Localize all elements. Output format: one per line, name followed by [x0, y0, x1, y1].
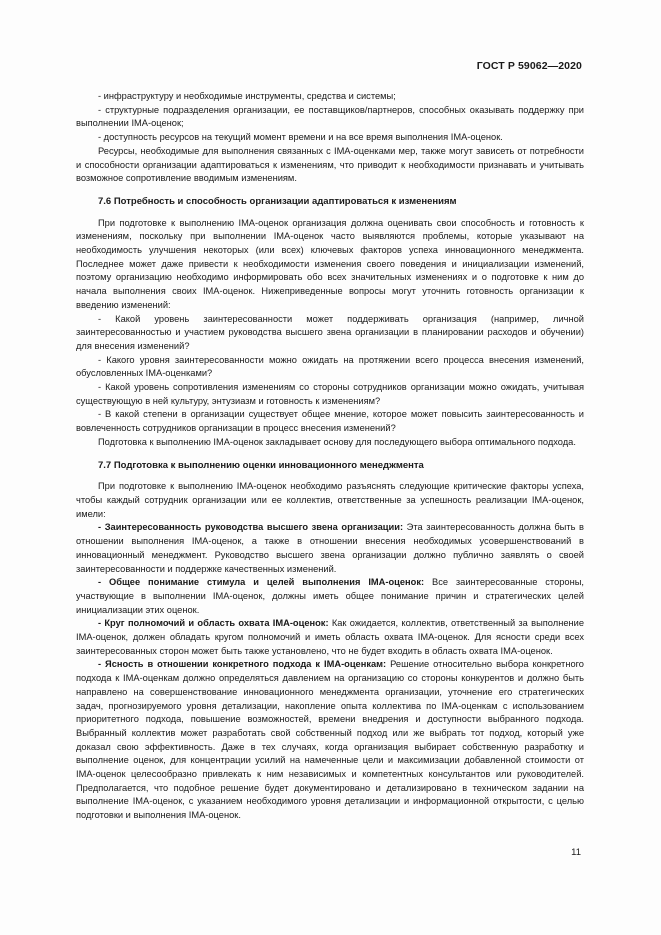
factor-title: - Круг полномочий и область охвата IMA-оценок: — [98, 618, 329, 629]
factor-text: Решение относительно выбора конкретного подхода к IMA-оценкам должно определяться давлением на организацию со стороны конкурентов и должно быть направлено на совершенствование инновационного менеджмента организации, уточнение его стратегических задач, прогнозируемого уровня детализации, накопление опыта коллектива по IMA-оценкам с использованием приоритетного подхода, повышение возможностей, времени внедрения и доступности выбранного подхода. Выбранный коллектив может разработать свой собственный подход или же выбрать тот подход, который уже доказал свою эффективность. Даже в тех случаях, когда организация выбирает собственную разработку и выполнение оценок, для концентрации усилий на намеченные цели и максимизации добавленной стоимости от IMA-оценок целесообразно привлекать к ним независимых и компетентных консультантов или руководителей. Предполагается, что подобное решение будет документировано и детализировано в техническом задании на выполнение IMA-оценок, с указанием необходимого уровня детализации и информационной открытости, с целью подготовки и выполнения IMA-оценок. — [76, 659, 584, 821]
paragraph: Подготовка к выполнению IMA-оценок закладывает основу для последующего выбора оптимального подхода. — [98, 436, 576, 447]
paragraph: Ресурсы, необходимые для выполнения связанных с IMA-оценками мер, также могут зависеть от потребности и способности организации адаптироваться к изменениям, что приводит к необходимости признавать и учитывать возможное сопротивление вводимым изменениям. — [76, 145, 584, 184]
page-number: 11 — [571, 847, 581, 858]
section-heading-7-7: 7.7 Подготовка к выполнению оценки инновационного менеджмента — [98, 459, 424, 471]
factor-item — [76, 576, 584, 617]
factor-title: - Общее понимание стимула и целей выполнения IMA-оценок: — [98, 577, 425, 588]
section-heading-7-6: 7.6 Потребность и способность организации адаптироваться к изменениям — [98, 195, 457, 207]
list-item: - доступность ресурсов на текущий момент времени и на все время выполнения IMA-оценок. — [98, 132, 503, 143]
list-item: - инфраструктуру и необходимые инструменты, средства и системы; — [98, 91, 396, 101]
standard-header: ГОСТ Р 59062—2020 — [476, 60, 582, 72]
list-item: - структурные подразделения организации, ее поставщиков/партнеров, способных оказывать поддержку при выполнении IMA-оценок; — [76, 104, 584, 129]
paragraph: При подготовке к выполнению IMA-оценок организация должна оценивать свои способность и готовность к изменениям, поскольку при выполнении IMA-оценок часто выявляются проблемы, которые указывают на необходимость улучшения некоторых (или всех) ключевых факторов успеха инновационного менеджмента. Последнее может даже привести к необходимости изменения своего поведения и инициализации изменений, поэтому организацию необходимо информировать обо всех значительных изменениях и о подготовке к ним до начала выполнения своих IMA-оценок. Нижеприведенные вопросы могут уточнить готовность организации к введению изменений: — [76, 217, 584, 310]
question-item: - Какого уровня заинтересованности можно ожидать на протяжении всего процесса внесения изменений, обусловленных IMA-оценками? — [76, 354, 584, 379]
factor-title: - Заинтересованность руководства высшего звена организации: — [98, 522, 404, 533]
factor-item — [76, 521, 584, 576]
factor-title: - Ясность в отношении конкретного подхода к IMA-оценкам: — [98, 659, 387, 670]
factor-text: Все заинтересованные стороны, участвующие в выполнении IMA-оценок, должны иметь общее понимание причин и стратегических целей инициализации этих оценок. — [76, 577, 584, 615]
factor-item — [76, 658, 584, 822]
factor-text: Как ожидается, коллектив, ответственный за выполнение IMA-оценок, должен обладать кругом полномочий и иметь область охвата IMA-оценок. Для ясности среди всех заинтересованных сторон может быть также установлено, что не будет входить в область охвата IMA-оценок. — [76, 618, 584, 656]
factor-item — [76, 617, 584, 658]
page-content — [76, 90, 584, 823]
paragraph: При подготовке к выполнению IMA-оценок необходимо разъяснять следующие критические факторы успеха, чтобы каждый сотрудник организации или ее коллектив, ответственные за успешность реализации IMA-оценок, имели: — [76, 481, 584, 519]
question-item: - Какой уровень заинтересованности может поддерживать организация (например, личной заинтересованностью и участием руководства высшего звена организации в планировании расходов и обучении) для внесения изменений? — [76, 313, 584, 351]
factor-text: Эта заинтересованность должна быть в отношении выполнения IMA-оценок, а также в отношении внесения необходимых усовершенствований в инновационный менеджмент. Руководство высшего звена организации должно публично заявлять о своей заинтересованности и поддержке качественных изменений. — [76, 522, 584, 574]
question-item: - Какой уровень сопротивления изменениям со стороны сотрудников организации можно ожидать, учитывая существующую в ней культуру, энтузиазм и готовность к изменениям? — [76, 382, 584, 406]
question-item: - В какой степени в организации существует общее мнение, которое может повысить заинтересованность и вовлеченность сотрудников организации в процесс внесения изменений? — [76, 409, 584, 434]
